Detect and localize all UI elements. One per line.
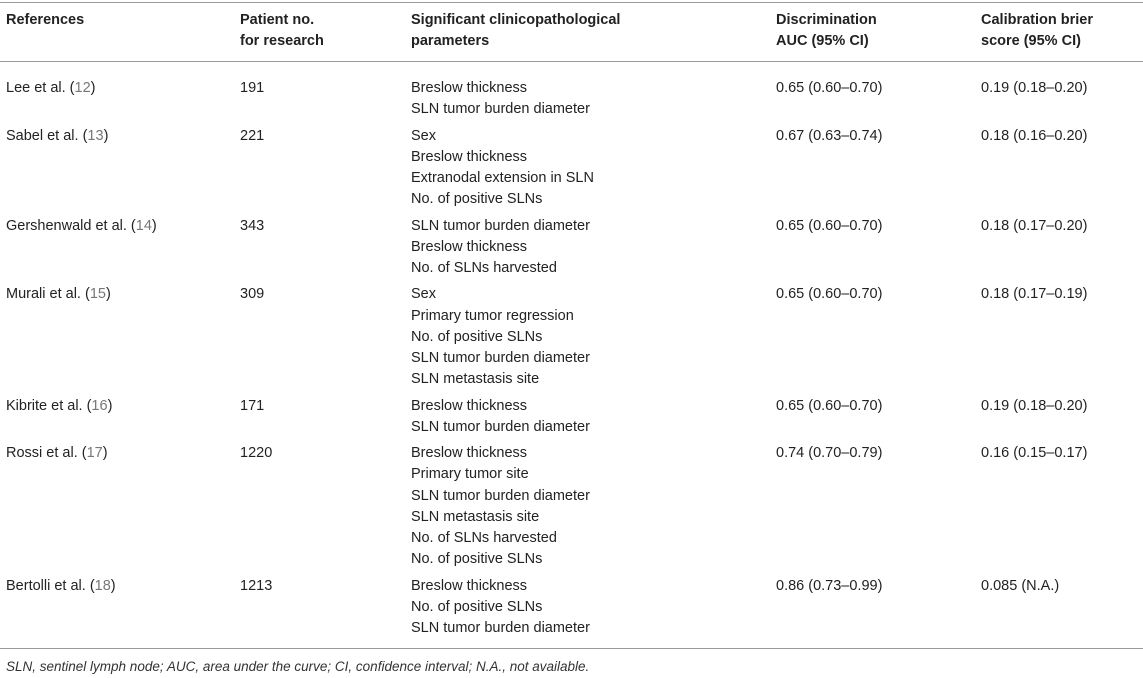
parameter-item: SLN metastasis site xyxy=(411,508,540,525)
header-discrimination-line-2: AUC (95% CI) xyxy=(776,33,869,50)
auc-cell: 0.74 (0.70–0.79) xyxy=(776,445,883,462)
table-row xyxy=(0,576,1143,645)
parameter-item: Breslow thickness xyxy=(411,445,528,462)
parameters-cell xyxy=(411,78,590,120)
auc-cell: 0.65 (0.60–0.70) xyxy=(776,217,883,234)
reference-cell xyxy=(6,216,157,237)
parameter-item: No. of positive SLNs xyxy=(411,551,543,568)
reference-close-paren: ) xyxy=(103,127,109,144)
reference-number-link[interactable]: 13 xyxy=(87,127,104,144)
reference-close-paren: ) xyxy=(110,577,116,594)
parameter-item: SLN tumor burden diameter xyxy=(411,619,590,636)
brier-score-cell: 0.18 (0.16–0.20) xyxy=(981,127,1088,144)
reference-close-paren: ) xyxy=(105,286,111,303)
brier-score-cell: 0.19 (0.18–0.20) xyxy=(981,397,1088,414)
parameters-cell xyxy=(411,396,590,438)
table-top-rule xyxy=(0,2,1143,3)
patient-count-cell: 171 xyxy=(240,397,265,414)
parameter-item: No. of positive SLNs xyxy=(411,598,543,615)
parameter-item: Breslow thickness xyxy=(411,397,528,414)
reference-close-paren: ) xyxy=(151,217,157,234)
reference-author: Bertolli et al. ( xyxy=(6,577,95,594)
reference-number-link[interactable]: 17 xyxy=(86,445,103,462)
parameters-cell xyxy=(411,443,590,570)
reference-author: Gershenwald et al. ( xyxy=(6,217,136,234)
parameters-cell xyxy=(411,284,590,390)
auc-cell: 0.67 (0.63–0.74) xyxy=(776,127,883,144)
reference-cell xyxy=(6,576,116,597)
reference-cell xyxy=(6,78,96,99)
reference-number-link[interactable]: 12 xyxy=(74,80,91,96)
header-parameters xyxy=(411,10,620,52)
reference-close-paren: ) xyxy=(102,445,108,462)
header-references xyxy=(6,10,84,31)
reference-close-paren: ) xyxy=(107,397,113,414)
parameter-item: Breslow thickness xyxy=(411,148,528,165)
parameter-item: Extranodal extension in SLN xyxy=(411,170,594,186)
reference-number-link[interactable]: 15 xyxy=(89,286,106,303)
parameter-item: SLN metastasis site xyxy=(411,371,540,388)
header-patient-no-line-1: Patient no. xyxy=(240,12,315,28)
table-row xyxy=(0,78,1143,126)
header-patient-no-line-2: for research xyxy=(240,33,324,50)
brier-score-cell: 0.085 (N.A.) xyxy=(981,577,1060,594)
brier-score-cell: 0.19 (0.18–0.20) xyxy=(981,80,1088,96)
table-row xyxy=(0,284,1143,395)
reference-cell xyxy=(6,443,108,464)
table-row xyxy=(0,443,1143,575)
header-references-line: References xyxy=(6,12,85,28)
parameter-item: No. of SLNs harvested xyxy=(411,260,557,276)
parameters-cell xyxy=(411,126,594,211)
reference-author: Lee et al. ( xyxy=(6,80,75,96)
brier-score-cell: 0.18 (0.17–0.20) xyxy=(981,217,1088,234)
header-parameters-line-2: parameters xyxy=(411,33,490,50)
parameter-item: Breslow thickness xyxy=(411,577,528,594)
table-row xyxy=(0,396,1143,444)
parameter-item: SLN tumor burden diameter xyxy=(411,217,590,234)
parameter-item: Primary tumor regression xyxy=(411,307,574,324)
patient-count-cell: 1220 xyxy=(240,445,273,462)
reference-number-link[interactable]: 14 xyxy=(135,217,152,234)
header-patient-no xyxy=(240,10,324,52)
auc-cell: 0.65 (0.60–0.70) xyxy=(776,397,883,414)
parameters-cell xyxy=(411,216,590,280)
parameter-item: Breslow thickness xyxy=(411,238,528,255)
table-row xyxy=(0,216,1143,285)
patient-count-cell: 1213 xyxy=(240,577,273,594)
patient-count-cell: 343 xyxy=(240,217,265,234)
reference-number-link[interactable]: 16 xyxy=(91,397,108,414)
reference-cell xyxy=(6,396,112,417)
parameter-item: No. of positive SLNs xyxy=(411,328,543,345)
reference-close-paren: ) xyxy=(90,80,96,96)
table-footnote: SLN, sentinel lymph node; AUC, area under the curve; CI, confidence interval; N.A., not available. xyxy=(6,659,590,674)
parameter-item: SLN tumor burden diameter xyxy=(411,350,590,366)
auc-cell: 0.65 (0.60–0.70) xyxy=(776,286,883,303)
header-parameters-line-1: Significant clinicopathological xyxy=(411,12,621,28)
reference-cell xyxy=(6,284,111,305)
parameter-item: Sex xyxy=(411,127,436,144)
patient-count-cell: 309 xyxy=(240,286,265,303)
table-body xyxy=(0,78,1143,644)
parameter-item: SLN tumor burden diameter xyxy=(411,418,590,435)
reference-author: Kibrite et al. ( xyxy=(6,397,92,414)
parameter-item: Primary tumor site xyxy=(411,466,529,483)
reference-author: Rossi et al. ( xyxy=(6,445,87,462)
reference-author: Sabel et al. ( xyxy=(6,127,88,144)
parameters-cell xyxy=(411,576,590,640)
header-discrimination-line-1: Discrimination xyxy=(776,12,877,28)
reference-number-link[interactable]: 18 xyxy=(94,577,111,594)
patient-count-cell: 221 xyxy=(240,127,265,144)
parameter-item: No. of positive SLNs xyxy=(411,191,543,208)
auc-cell: 0.86 (0.73–0.99) xyxy=(776,577,883,594)
brier-score-cell: 0.18 (0.17–0.19) xyxy=(981,286,1088,303)
table-bottom-rule xyxy=(0,648,1143,649)
brier-score-cell: 0.16 (0.15–0.17) xyxy=(981,445,1088,462)
reference-cell xyxy=(6,126,108,147)
parameter-item: Breslow thickness xyxy=(411,80,528,96)
parameter-item: SLN tumor burden diameter xyxy=(411,101,590,118)
header-calibration-line-1: Calibration brier xyxy=(981,12,1093,28)
parameter-item: SLN tumor burden diameter xyxy=(411,487,590,504)
parameter-item: Sex xyxy=(411,286,436,303)
auc-cell: 0.65 (0.60–0.70) xyxy=(776,80,883,96)
parameter-item: No. of SLNs harvested xyxy=(411,529,557,546)
header-calibration-line-2: score (95% CI) xyxy=(981,33,1081,50)
table-row xyxy=(0,126,1143,216)
reference-author: Murali et al. ( xyxy=(6,286,90,303)
table-header-rule xyxy=(0,61,1143,62)
header-calibration xyxy=(981,10,1093,52)
patient-count-cell: 191 xyxy=(240,80,265,96)
header-discrimination xyxy=(776,10,877,52)
